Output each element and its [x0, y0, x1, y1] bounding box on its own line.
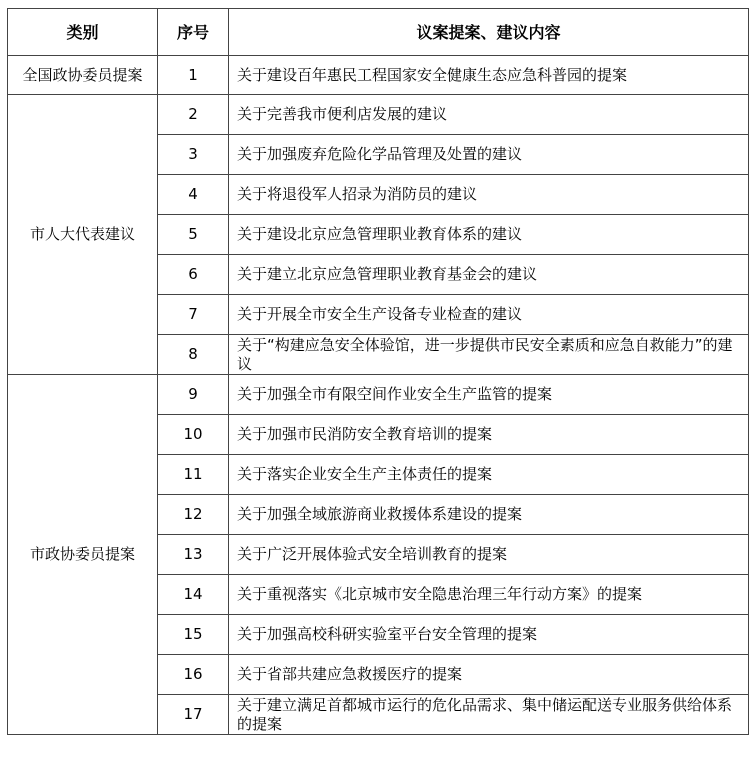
row-number: 17: [158, 695, 229, 735]
row-content: 关于建立北京应急管理职业教育基金会的建议: [229, 255, 749, 295]
row-number: 9: [158, 375, 229, 415]
row-content: 关于将退役军人招录为消防员的建议: [229, 175, 749, 215]
row-number: 16: [158, 655, 229, 695]
row-content: 关于开展全市安全生产设备专业检查的建议: [229, 295, 749, 335]
row-content: 关于加强废弃危险化学品管理及处置的建议: [229, 135, 749, 175]
row-number: 12: [158, 495, 229, 535]
row-number: 8: [158, 335, 229, 375]
row-number: 1: [158, 56, 229, 95]
row-content: 关于加强高校科研实验室平台安全管理的提案: [229, 615, 749, 655]
row-number: 10: [158, 415, 229, 455]
row-content: 关于加强市民消防安全教育培训的提案: [229, 415, 749, 455]
header-category: 类别: [8, 9, 158, 56]
row-content: 关于重视落实《北京城市安全隐患治理三年行动方案》的提案: [229, 575, 749, 615]
category-cell: 市政协委员提案: [8, 375, 158, 735]
row-number: 15: [158, 615, 229, 655]
row-number: 5: [158, 215, 229, 255]
table-row: [8, 375, 749, 415]
header-number: 序号: [158, 9, 229, 56]
row-content: 关于建立满足首都城市运行的危化品需求、集中储运配送专业服务供给体系的提案: [229, 695, 749, 735]
table-header-row: [8, 9, 749, 56]
row-number: 14: [158, 575, 229, 615]
row-content: 关于加强全市有限空间作业安全生产监管的提案: [229, 375, 749, 415]
row-content: 关于“构建应急安全体验馆，进一步提供市民安全素质和应急自救能力”的建议: [229, 335, 749, 375]
header-content: 议案提案、建议内容: [229, 9, 749, 56]
category-cell: 市人大代表建议: [8, 95, 158, 375]
row-content: 关于建设北京应急管理职业教育体系的建议: [229, 215, 749, 255]
row-number: 2: [158, 95, 229, 135]
row-number: 6: [158, 255, 229, 295]
row-number: 4: [158, 175, 229, 215]
row-number: 13: [158, 535, 229, 575]
row-content: 关于落实企业安全生产主体责任的提案: [229, 455, 749, 495]
row-number: 11: [158, 455, 229, 495]
row-number: 7: [158, 295, 229, 335]
row-content: 关于完善我市便利店发展的建议: [229, 95, 749, 135]
proposals-table: [7, 8, 749, 735]
row-content: 关于建设百年惠民工程国家安全健康生态应急科普园的提案: [229, 56, 749, 95]
row-content: 关于加强全域旅游商业救援体系建设的提案: [229, 495, 749, 535]
row-number: 3: [158, 135, 229, 175]
table-row: [8, 56, 749, 95]
category-cell: 全国政协委员提案: [8, 56, 158, 95]
row-content: 关于省部共建应急救援医疗的提案: [229, 655, 749, 695]
table-row: [8, 95, 749, 135]
row-content: 关于广泛开展体验式安全培训教育的提案: [229, 535, 749, 575]
